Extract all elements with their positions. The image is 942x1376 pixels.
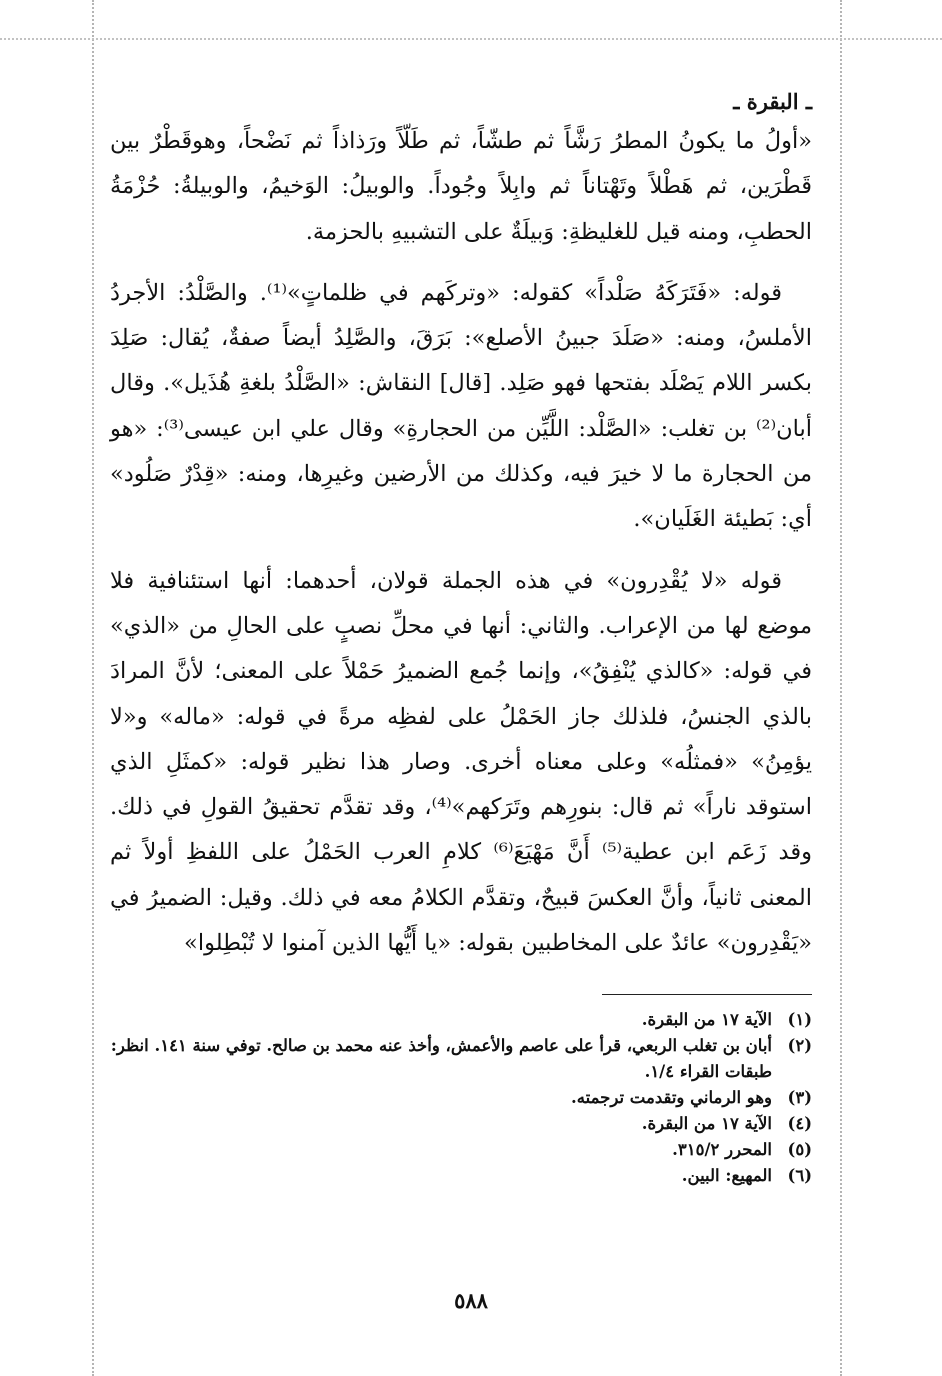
footnote-text: وهو الرماني وتقدمت ترجمته.: [571, 1088, 772, 1108]
page-number: ٥٨٨: [454, 1288, 488, 1313]
running-head: ـ البقرة ـ: [733, 89, 812, 114]
footnote-number: (٣): [787, 1088, 812, 1108]
footnote-separator: [602, 994, 812, 995]
footnote: [110, 1033, 812, 1085]
crop-mark-left: [92, 0, 94, 1376]
footnote-text: أبان بن تغلب الربعي، قرأ على عاصم والأعمش، وأخذ عنه محمد بن صالح. توفي سنة ١٤١. انظر: طبقات القراء ١/٤.: [110, 1036, 772, 1082]
footnote-text: المحرر ٣١٥/٢.: [672, 1140, 772, 1160]
footnote-number: (٦): [787, 1166, 812, 1186]
paragraph-2: قوله: «فَتَرَكَهُ صَلْداً» كقوله: «وتركَهم في ظلماتٍ»⁽¹⁾. والصَّلْدُ: الأجردُ الأملسُ، ومنه: «صَلَدَ جبينُ الأصلع»: بَرَقَ، والصَّلِدُ أيضاً صفةٌ، يُقال: صَلِدَ بكسر اللام يَصْلَد بفتحها فهو صَلِد. [قال] النقاش: «الصَّلْدُ بلغةِ هُذَيل». وقال أبان⁽²⁾ بن تغلب: «الصَّلْد: اللَّيِّن من الحجارةِ» وقال علي ابن عيسى⁽³⁾: «هو من الحجارة ما لا خيرَ فيه، وكذلك من الأرضين وغيرِها، ومنه: «قِدْرٌ صَلُود» أي: بَطيئة الغَلَيان».: [110, 279, 812, 533]
footnote-text: الآية ١٧ من البقرة.: [641, 1010, 772, 1030]
main-text: [110, 119, 812, 966]
footnote-number: (١): [787, 1010, 812, 1030]
footnote-text: المهيع: البين.: [681, 1166, 772, 1186]
footnote: [110, 1137, 812, 1163]
crop-mark-top: [0, 38, 942, 40]
footnote: [110, 1007, 812, 1033]
footnote-number: (٤): [787, 1114, 812, 1134]
page-content: [110, 85, 812, 1189]
footnotes: [110, 1007, 812, 1189]
paragraph-1: «أولُ ما يكونُ المطرُ رَشَّاً ثم طشّاً، ثم طَلّاً ورَذاذاً ثم نَضْحاً، وهوقَطْرٌ بين قَطْرَين، ثم هَطْلاً وتَهْتاناً ثم وابِلاً وجُوداً. والوبيلُ: الوَخيمُ، والوبيلةُ: حُزْمَةُ الحطبِ، ومنه قيل للغليظةِ: وَبيلَةٌ على التشبيهِ بالحزمة.: [110, 128, 812, 245]
paragraph-3: قوله «لا يُقْدِرون» في هذه الجملة قولان، أحدهما: أنها استئنافية فلا موضع لها من الإعراب. والثاني: أنها في محلِّ نصبٍ على الحالِ من «الذي» في قوله: «كالذي يُنْفِقُ»، وإنما جُمع الضميرُ حَمْلاً على المعنى؛ لأنَّ المرادَ بالذي الجنسُ، فلذلك جاز الحَمْلُ على لفظِه مرةً في قوله: «ماله» و«لا يؤمِنُ» «فمثلُه» وعلى معناه أخرى. وصار هذا نظير قوله: «كمثَلِ الذي استوقد ناراً» ثم قال: بنورِهم وتَرَكهم»⁽⁴⁾، وقد تقدَّم تحقيقُ القولِ في ذلك. وقد زَعَم ابن عطية⁽⁵⁾ أَنَّ مَهْيَعَ⁽⁶⁾ كلامِ العرب الحَمْلُ على اللفظِ أولاً ثم المعنى ثانياً، وأنَّ العكسَ قبيحٌ، وتقدَّم الكلامُ معه في ذلك. وقيل: الضميرُ في «يَقْدِرون» عائدٌ على المخاطبين بقوله: «يا أَيُّها الذين آمنوا لا تُبْطِلوا»: [110, 567, 812, 957]
footnote-text: الآية ١٧ من البقرة.: [641, 1114, 772, 1134]
footnote: [110, 1111, 812, 1137]
footnote: [110, 1085, 812, 1111]
crop-mark-right: [840, 0, 842, 1376]
footnote: [110, 1163, 812, 1189]
footnote-number: (٢): [787, 1036, 812, 1056]
footnote-number: (٥): [787, 1140, 812, 1160]
